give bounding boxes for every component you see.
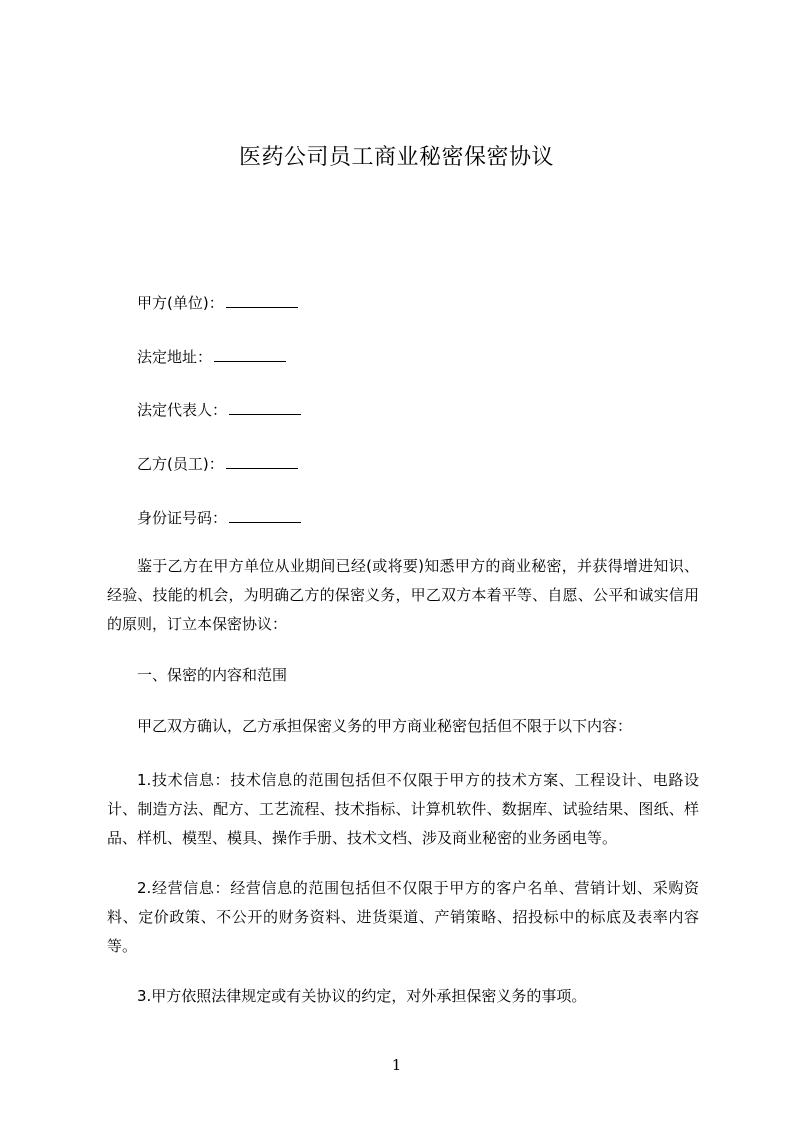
party-a-label: 甲方(单位)： [137,294,224,312]
item-business-info: 2.经营信息：经营信息的范围包括但不仅限于甲方的客户名单、营销计划、采购资料、定价政策、不公开的财务资料、进货渠道、产销策略、招投标中的标底及表率内容等。 [107,879,699,955]
party-b-blank-line [226,467,298,469]
legal-address-blank-line [214,360,286,362]
party-a-field [137,292,298,313]
party-b-field [137,453,298,474]
legal-representative-label: 法定代表人： [137,401,228,419]
id-number-blank-line [229,521,301,523]
party-a-blank-line [226,306,298,308]
section-1-heading: 一、保密的内容和范围 [137,666,288,684]
legal-representative-field [137,399,301,420]
party-b-label: 乙方(员工)： [137,455,224,473]
item-external-obligations: 3.甲方依照法律规定或有关协议的约定，对外承担保密义务的事项。 [137,987,587,1005]
id-number-label: 身份证号码： [137,509,228,527]
item-technical-info: 1.技术信息：技术信息的范围包括但不仅限于甲方的技术方案、工程设计、电路设计、制造方法、配方、工艺流程、技术指标、计算机软件、数据库、试验结果、图纸、样品、样机、模型、模具、操作手册、技术文档、涉及商业秘密的业务函电等。 [107,771,699,847]
preamble-paragraph: 鉴于乙方在甲方单位从业期间已经(或将要)知悉甲方的商业秘密，并获得增进知识、经验、技能的机会，为明确乙方的保密义务，甲乙双方本着平等、自愿、公平和诚实信用的原则，订立本保密协议： [107,557,699,633]
id-number-field [137,507,301,528]
document-title: 医药公司员工商业秘密保密协议 [238,145,554,170]
legal-representative-blank-line [229,413,301,415]
legal-address-label: 法定地址： [137,348,213,366]
legal-address-field [137,346,286,367]
page-number: 1 [391,1056,402,1074]
section-1-intro: 甲乙双方确认，乙方承担保密义务的甲方商业秘密包括但不限于以下内容： [137,717,633,735]
